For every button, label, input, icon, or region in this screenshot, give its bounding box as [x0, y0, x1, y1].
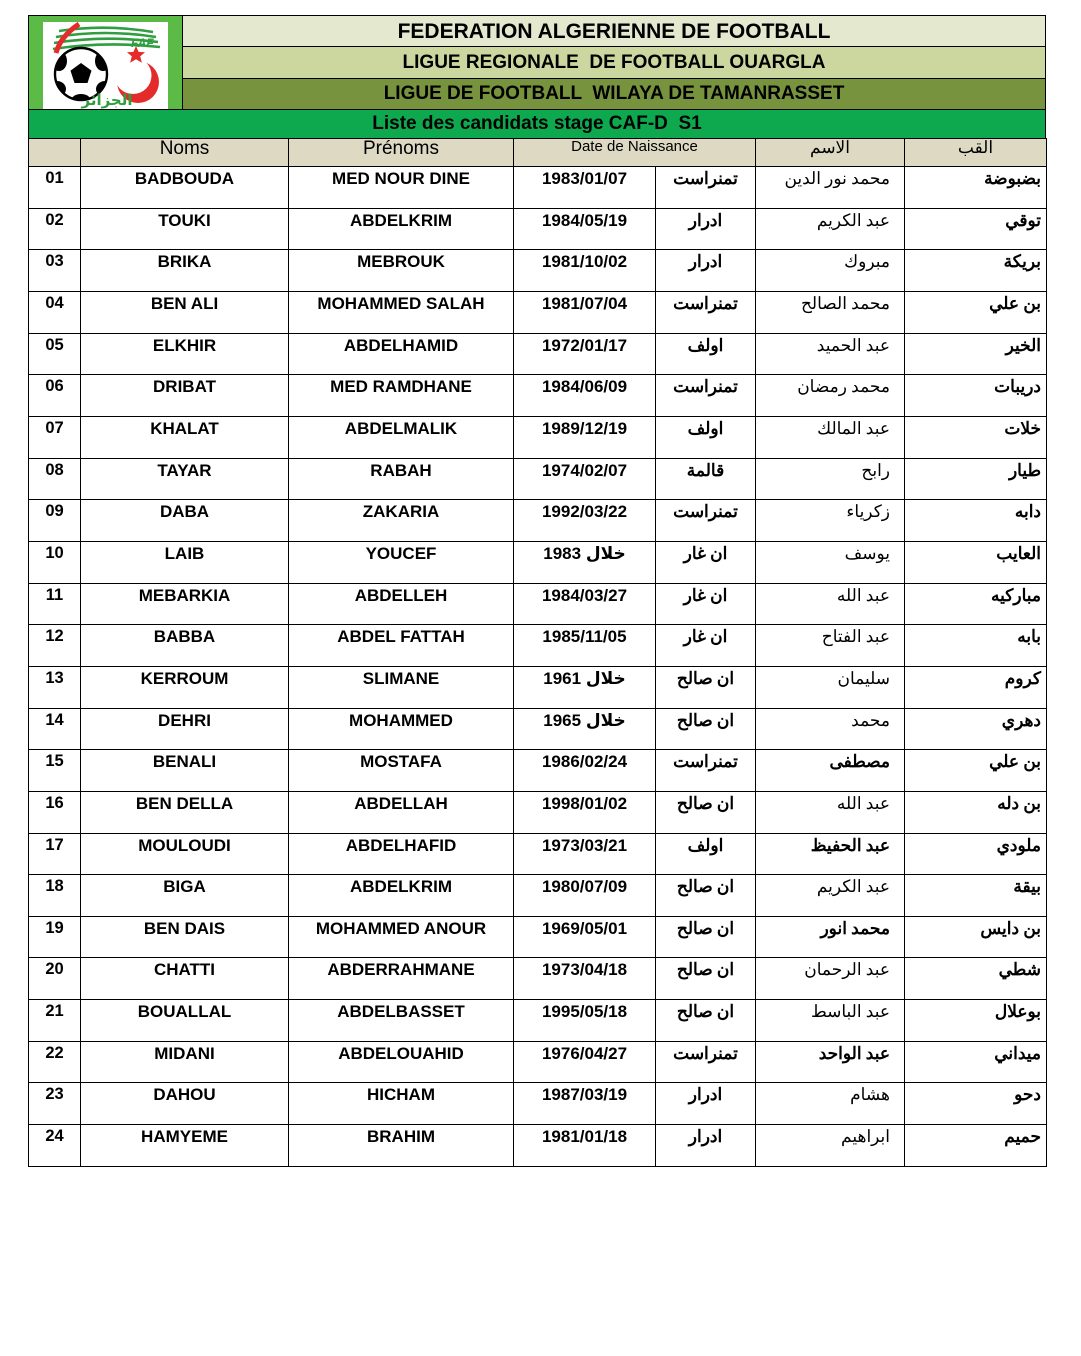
cell-name-arabic: سليمان: [756, 666, 905, 708]
cell-date-naissance: 1974/02/07: [514, 458, 656, 500]
cell-surname-arabic: بن دله: [905, 791, 1047, 833]
cell-surname-arabic: دهري: [905, 708, 1047, 750]
cell-nom: MOULOUDI: [81, 833, 289, 875]
cell-nom: DAHOU: [81, 1083, 289, 1125]
cell-date-naissance: 1998/01/02: [514, 791, 656, 833]
cell-prenom: MEBROUK: [289, 250, 514, 292]
cell-prenom: MED RAMDHANE: [289, 375, 514, 417]
table-row: [29, 541, 1047, 583]
cell-prenom: ABDELKRIM: [289, 875, 514, 917]
row-number: 16: [29, 791, 81, 833]
cell-date-naissance: 1972/01/17: [514, 333, 656, 375]
cell-surname-arabic: حميم: [905, 1125, 1047, 1167]
cell-lieu: تمنراست: [656, 500, 756, 542]
cell-nom: LAIB: [81, 541, 289, 583]
row-number: 22: [29, 1041, 81, 1083]
row-number: 06: [29, 375, 81, 417]
cell-prenom: BRAHIM: [289, 1125, 514, 1167]
cell-name-arabic: مصطفى: [756, 750, 905, 792]
row-number: 14: [29, 708, 81, 750]
table-row: [29, 1125, 1047, 1167]
cell-surname-arabic: خلات: [905, 416, 1047, 458]
table-row: [29, 791, 1047, 833]
cell-surname-arabic: بن علي: [905, 750, 1047, 792]
cell-date-naissance: خلال 1961: [514, 666, 656, 708]
table-row: [29, 958, 1047, 1000]
cell-name-arabic: محمد رمضان: [756, 375, 905, 417]
cell-lieu: قالمة: [656, 458, 756, 500]
cell-prenom: ZAKARIA: [289, 500, 514, 542]
cell-prenom: MED NOUR DINE: [289, 167, 514, 209]
cell-prenom: MOSTAFA: [289, 750, 514, 792]
cell-prenom: MOHAMMED: [289, 708, 514, 750]
cell-nom: HAMYEME: [81, 1125, 289, 1167]
cell-name-arabic: هشام: [756, 1083, 905, 1125]
document-header: [28, 15, 1046, 110]
cell-name-arabic: عبد الكريم: [756, 208, 905, 250]
cell-surname-arabic: دابه: [905, 500, 1047, 542]
cell-lieu: تمنراست: [656, 291, 756, 333]
cell-prenom: ABDELMALIK: [289, 416, 514, 458]
cell-name-arabic: عبد الفتاح: [756, 625, 905, 667]
table-row: [29, 916, 1047, 958]
cell-surname-arabic: طيار: [905, 458, 1047, 500]
cell-date-naissance: 1985/11/05: [514, 625, 656, 667]
cell-lieu: ان صالح: [656, 875, 756, 917]
table-row: [29, 208, 1047, 250]
cell-date-naissance: 1981/01/18: [514, 1125, 656, 1167]
row-number: 02: [29, 208, 81, 250]
cell-surname-arabic: دريبات: [905, 375, 1047, 417]
cell-name-arabic: محمد نور الدين: [756, 167, 905, 209]
row-number: 20: [29, 958, 81, 1000]
col-header-noms: Noms: [81, 139, 289, 167]
cell-date-naissance: 1987/03/19: [514, 1083, 656, 1125]
faf-text: FAF: [131, 36, 154, 50]
row-number: 13: [29, 666, 81, 708]
cell-surname-arabic: بيقة: [905, 875, 1047, 917]
candidates-table: [28, 138, 1047, 1167]
cell-name-arabic: عبد الحفيظ: [756, 833, 905, 875]
col-header-prenoms: Prénoms: [289, 139, 514, 167]
cell-date-naissance: 1973/03/21: [514, 833, 656, 875]
cell-surname-arabic: بابه: [905, 625, 1047, 667]
row-number: 03: [29, 250, 81, 292]
cell-nom: BEN DAIS: [81, 916, 289, 958]
cell-name-arabic: عبد المالك: [756, 416, 905, 458]
cell-date-naissance: 1976/04/27: [514, 1041, 656, 1083]
cell-surname-arabic: بضبوضة: [905, 167, 1047, 209]
cell-prenom: HICHAM: [289, 1083, 514, 1125]
cell-date-naissance: 1973/04/18: [514, 958, 656, 1000]
cell-surname-arabic: بريكة: [905, 250, 1047, 292]
cell-name-arabic: عبد الكريم: [756, 875, 905, 917]
cell-nom: DABA: [81, 500, 289, 542]
row-number: 12: [29, 625, 81, 667]
cell-nom: KHALAT: [81, 416, 289, 458]
cell-prenom: ABDELHAFID: [289, 833, 514, 875]
table-row: [29, 167, 1047, 209]
cell-lieu: اولف: [656, 833, 756, 875]
cell-nom: BOUALLAL: [81, 1000, 289, 1042]
cell-name-arabic: ابراهيم: [756, 1125, 905, 1167]
row-number: 11: [29, 583, 81, 625]
cell-nom: ELKHIR: [81, 333, 289, 375]
cell-lieu: تمنراست: [656, 1041, 756, 1083]
cell-prenom: ABDELKRIM: [289, 208, 514, 250]
cell-nom: BIGA: [81, 875, 289, 917]
cell-prenom: ABDELBASSET: [289, 1000, 514, 1042]
cell-nom: TAYAR: [81, 458, 289, 500]
cell-prenom: SLIMANE: [289, 666, 514, 708]
table-row: [29, 291, 1047, 333]
table-row: [29, 500, 1047, 542]
table-row: [29, 833, 1047, 875]
table-row: [29, 708, 1047, 750]
col-header-name-ar: الاسم: [756, 139, 905, 167]
ligue-regionale-title: LIGUE REGIONALE DE FOOTBALL OUARGLA: [183, 46, 1045, 77]
row-number: 19: [29, 916, 81, 958]
cell-date-naissance: 1981/07/04: [514, 291, 656, 333]
cell-date-naissance: 1981/10/02: [514, 250, 656, 292]
cell-lieu: ادرار: [656, 250, 756, 292]
cell-name-arabic: زكرياء: [756, 500, 905, 542]
cell-nom: BADBOUDA: [81, 167, 289, 209]
row-number: 01: [29, 167, 81, 209]
cell-name-arabic: محمد الصالح: [756, 291, 905, 333]
table-row: [29, 625, 1047, 667]
cell-nom: BENALI: [81, 750, 289, 792]
list-title: Liste des candidats stage CAF-D S1: [28, 109, 1046, 139]
cell-lieu: ان غار: [656, 625, 756, 667]
table-row: [29, 750, 1047, 792]
federation-title: FEDERATION ALGERIENNE DE FOOTBALL: [183, 16, 1045, 46]
cell-lieu: ان صالح: [656, 791, 756, 833]
row-number: 07: [29, 416, 81, 458]
faf-logo: [43, 22, 168, 109]
cell-lieu: ادرار: [656, 1083, 756, 1125]
cell-nom: MIDANI: [81, 1041, 289, 1083]
table-row: [29, 583, 1047, 625]
cell-lieu: ادرار: [656, 1125, 756, 1167]
cell-surname-arabic: دحو: [905, 1083, 1047, 1125]
row-number: 08: [29, 458, 81, 500]
cell-nom: BEN ALI: [81, 291, 289, 333]
cell-name-arabic: عبد الله: [756, 791, 905, 833]
cell-date-naissance: 1969/05/01: [514, 916, 656, 958]
cell-name-arabic: محمد: [756, 708, 905, 750]
cell-surname-arabic: ميداني: [905, 1041, 1047, 1083]
row-number: 10: [29, 541, 81, 583]
cell-prenom: MOHAMMED ANOUR: [289, 916, 514, 958]
table-row: [29, 1083, 1047, 1125]
row-number: 17: [29, 833, 81, 875]
cell-lieu: اولف: [656, 416, 756, 458]
col-header-num: [29, 139, 81, 167]
col-header-surname-ar: القب: [905, 139, 1047, 167]
document-body: [28, 15, 1046, 1167]
cell-surname-arabic: الخير: [905, 333, 1047, 375]
cell-date-naissance: 1995/05/18: [514, 1000, 656, 1042]
cell-lieu: اولف: [656, 333, 756, 375]
cell-date-naissance: خلال 1983: [514, 541, 656, 583]
table-row: [29, 1041, 1047, 1083]
table-row: [29, 666, 1047, 708]
row-number: 18: [29, 875, 81, 917]
row-number: 21: [29, 1000, 81, 1042]
ligue-wilaya-title: LIGUE DE FOOTBALL WILAYA DE TAMANRASSET: [183, 78, 1045, 109]
cell-prenom: ABDELLEH: [289, 583, 514, 625]
logo-arabic-text: الجزائر: [81, 92, 133, 109]
cell-prenom: ABDERRAHMANE: [289, 958, 514, 1000]
cell-prenom: MOHAMMED SALAH: [289, 291, 514, 333]
cell-name-arabic: يوسف: [756, 541, 905, 583]
cell-date-naissance: 1984/06/09: [514, 375, 656, 417]
cell-name-arabic: عبد الواحد: [756, 1041, 905, 1083]
cell-lieu: تمنراست: [656, 375, 756, 417]
header-lines: [183, 16, 1045, 109]
cell-surname-arabic: بن دايس: [905, 916, 1047, 958]
cell-nom: CHATTI: [81, 958, 289, 1000]
cell-surname-arabic: العايب: [905, 541, 1047, 583]
table-row: [29, 333, 1047, 375]
cell-lieu: تمنراست: [656, 750, 756, 792]
cell-nom: BRIKA: [81, 250, 289, 292]
cell-date-naissance: 1986/02/24: [514, 750, 656, 792]
cell-name-arabic: محمد انور: [756, 916, 905, 958]
cell-lieu: ان صالح: [656, 958, 756, 1000]
cell-surname-arabic: توقي: [905, 208, 1047, 250]
cell-name-arabic: عبد الله: [756, 583, 905, 625]
row-number: 09: [29, 500, 81, 542]
cell-nom: KERROUM: [81, 666, 289, 708]
table-row: [29, 250, 1047, 292]
cell-lieu: ان غار: [656, 541, 756, 583]
cell-surname-arabic: بوعلال: [905, 1000, 1047, 1042]
faf-logo-cell: [29, 16, 183, 109]
cell-nom: TOUKI: [81, 208, 289, 250]
cell-nom: BABBA: [81, 625, 289, 667]
cell-name-arabic: مبروك: [756, 250, 905, 292]
column-header-row: [29, 139, 1047, 167]
row-number: 04: [29, 291, 81, 333]
cell-nom: DRIBAT: [81, 375, 289, 417]
row-number: 24: [29, 1125, 81, 1167]
cell-lieu: ان صالح: [656, 708, 756, 750]
cell-surname-arabic: بن علي: [905, 291, 1047, 333]
cell-surname-arabic: ملودي: [905, 833, 1047, 875]
cell-surname-arabic: كروم: [905, 666, 1047, 708]
cell-prenom: ABDELLAH: [289, 791, 514, 833]
cell-nom: DEHRI: [81, 708, 289, 750]
cell-nom: BEN DELLA: [81, 791, 289, 833]
cell-name-arabic: عبد الحميد: [756, 333, 905, 375]
table-row: [29, 875, 1047, 917]
cell-date-naissance: خلال 1965: [514, 708, 656, 750]
cell-nom: MEBARKIA: [81, 583, 289, 625]
cell-lieu: ان صالح: [656, 666, 756, 708]
cell-surname-arabic: شطي: [905, 958, 1047, 1000]
table-row: [29, 375, 1047, 417]
cell-date-naissance: 1983/01/07: [514, 167, 656, 209]
table-row: [29, 1000, 1047, 1042]
cell-date-naissance: 1992/03/22: [514, 500, 656, 542]
cell-name-arabic: عبد الرحمان: [756, 958, 905, 1000]
cell-date-naissance: 1989/12/19: [514, 416, 656, 458]
row-number: 23: [29, 1083, 81, 1125]
cell-lieu: ان صالح: [656, 1000, 756, 1042]
cell-prenom: ABDELOUAHID: [289, 1041, 514, 1083]
cell-date-naissance: 1980/07/09: [514, 875, 656, 917]
cell-prenom: ABDEL FATTAH: [289, 625, 514, 667]
cell-lieu: ان صالح: [656, 916, 756, 958]
col-header-date: Date de Naissance: [514, 139, 756, 167]
cell-prenom: RABAH: [289, 458, 514, 500]
cell-lieu: ان غار: [656, 583, 756, 625]
cell-prenom: ABDELHAMID: [289, 333, 514, 375]
cell-name-arabic: عبد الباسط: [756, 1000, 905, 1042]
cell-date-naissance: 1984/03/27: [514, 583, 656, 625]
row-number: 05: [29, 333, 81, 375]
cell-lieu: ادرار: [656, 208, 756, 250]
cell-prenom: YOUCEF: [289, 541, 514, 583]
cell-name-arabic: رابح: [756, 458, 905, 500]
row-number: 15: [29, 750, 81, 792]
cell-lieu: تمنراست: [656, 167, 756, 209]
table-row: [29, 416, 1047, 458]
cell-surname-arabic: مباركيه: [905, 583, 1047, 625]
table-row: [29, 458, 1047, 500]
cell-date-naissance: 1984/05/19: [514, 208, 656, 250]
